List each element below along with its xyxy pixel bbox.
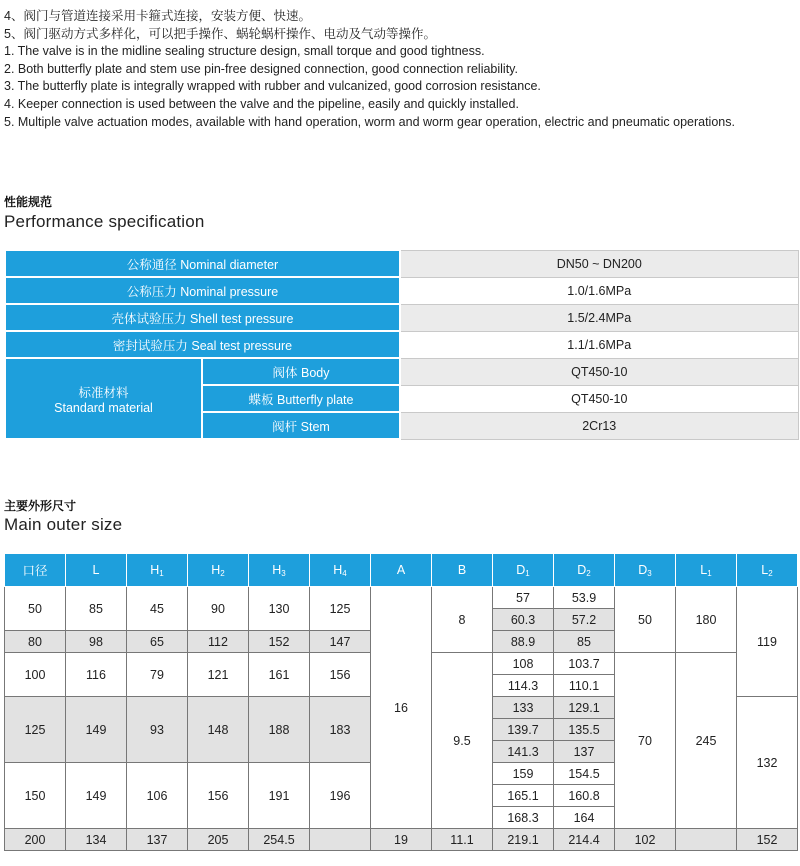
stem-value: 2Cr13	[400, 412, 798, 439]
cell-a-merged: 16	[371, 587, 432, 829]
cell-l: 98	[66, 631, 127, 653]
cell-l1-merged: 245	[676, 653, 737, 829]
cell-dn: 150	[5, 763, 66, 829]
main-outer-size-table	[4, 553, 798, 851]
nominal-pressure-label: 公称压力 Nominal pressure	[5, 277, 400, 304]
feature-line-en-5: 5. Multiple valve actuation modes, available with hand operation, worm and worm gear operation, electric and pneumatic operations.	[4, 114, 735, 129]
cell-h1: 137	[127, 829, 188, 851]
cell-l2: 152	[737, 829, 798, 851]
body-label: 阀体 Body	[202, 358, 400, 385]
cell-h2: 148	[188, 697, 249, 763]
cell-d1: 159	[493, 763, 554, 785]
col-header-d1: $D_1$	[493, 554, 554, 587]
cell-h1: 65	[127, 631, 188, 653]
cell-dn: 125	[5, 697, 66, 763]
cell-l: 134	[66, 829, 127, 851]
feature-line-en-3: 3. The butterfly plate is integrally wrapped with rubber and vulcanized, good corrosion resistance.	[4, 79, 541, 94]
cell-d1: 133	[493, 697, 554, 719]
cell-b-merged: 9.5	[432, 653, 493, 829]
table-header-row	[5, 554, 798, 587]
size-title-en: Main outer size	[4, 515, 123, 534]
cell-h4: 147	[310, 631, 371, 653]
feature-line-en-4: 4. Keeper connection is used between the valve and the pipeline, easily and quickly installed.	[4, 96, 519, 111]
cell-d3: 102	[615, 829, 676, 851]
cell-dn: 100	[5, 653, 66, 697]
cell-l: 116	[66, 653, 127, 697]
cell-d3-merged: 70	[615, 653, 676, 829]
standard-material-label-cn: 标准材料	[78, 385, 129, 400]
butterfly-plate-label: 蝶板 Butterfly plate	[202, 385, 400, 412]
cell-l2-merged: 132	[737, 697, 798, 829]
table-row	[5, 331, 798, 358]
feature-line-en-1: 1. The valve is in the midline sealing structure design, small torque and good tightness.	[4, 44, 485, 59]
cell-h4: 125	[310, 587, 371, 631]
cell-d1: 108	[493, 653, 554, 675]
cell-l2-merged: 119	[737, 587, 798, 697]
nominal-diameter-label: 公称通径 Nominal diameter	[5, 250, 400, 277]
cell-a: 19	[371, 829, 432, 851]
col-header-d3: $D_3$	[615, 554, 676, 587]
feature-line-cn-5: 5、阀门驱动方式多样化，可以把手操作、蜗轮蜗杆操作、电动及气动等操作。	[4, 26, 436, 41]
cell-d1: 168.3	[493, 807, 554, 829]
cell-l: 85	[66, 587, 127, 631]
col-header-h1: $H_1$	[127, 554, 188, 587]
shell-test-value: 1.5/2.4MPa	[400, 304, 798, 331]
cell-d1: 60.3	[493, 609, 554, 631]
feature-line-cn-4: 4、阀门与管道连接采用卡箍式连接，安装方便、快速。	[4, 9, 311, 23]
cell-h4: 156	[310, 653, 371, 697]
cell-l: 149	[66, 763, 127, 829]
cell-d1: 219.1	[493, 829, 554, 851]
feature-line-en-2: 2. Both butterfly plate and stem use pin-free designed connection, good connection reliability.	[4, 61, 518, 76]
col-header-dn: 口径	[5, 554, 66, 587]
cell-h3: 188	[249, 697, 310, 763]
cell-h2: 112	[188, 631, 249, 653]
cell-d2: 57.2	[554, 609, 615, 631]
cell-h1: 79	[127, 653, 188, 697]
cell-b: 11.1	[432, 829, 493, 851]
seal-test-value: 1.1/1.6MPa	[400, 331, 798, 358]
cell-h1: 45	[127, 587, 188, 631]
cell-h4: 183	[310, 697, 371, 763]
col-header-a: A	[371, 554, 432, 587]
shell-test-label: 壳体试验压力 Shell test pressure	[5, 304, 400, 331]
cell-d2: 129.1	[554, 697, 615, 719]
cell-d1: 57	[493, 587, 554, 609]
cell-h1: 106	[127, 763, 188, 829]
cell-h3: 130	[249, 587, 310, 631]
butterfly-plate-value: QT450-10	[400, 385, 798, 412]
cell-d2: 154.5	[554, 763, 615, 785]
cell-dn: 50	[5, 587, 66, 631]
cell-d2: 160.8	[554, 785, 615, 807]
cell-l1	[676, 829, 737, 851]
cell-dn: 80	[5, 631, 66, 653]
table-row	[5, 277, 798, 304]
col-header-l: L	[66, 554, 127, 587]
cell-d3-merged: 50	[615, 587, 676, 653]
cell-h2: 121	[188, 653, 249, 697]
table-row	[5, 358, 798, 385]
table-row	[5, 587, 798, 609]
cell-l: 149	[66, 697, 127, 763]
nominal-pressure-value: 1.0/1.6MPa	[400, 277, 798, 304]
col-header-h4: $H_4$	[310, 554, 371, 587]
nominal-diameter-value: DN50 ~ DN200	[400, 250, 798, 277]
size-title-cn: 主要外形尺寸	[4, 499, 77, 513]
cell-d2: 164	[554, 807, 615, 829]
cell-d1: 114.3	[493, 675, 554, 697]
col-header-h3: $H_3$	[249, 554, 310, 587]
cell-h3: 161	[249, 653, 310, 697]
cell-d2: 103.7	[554, 653, 615, 675]
feature-list	[4, 8, 796, 131]
col-header-d2: $D_2$	[554, 554, 615, 587]
cell-h4: 196	[310, 763, 371, 829]
seal-test-label: 密封试验压力 Seal test pressure	[5, 331, 400, 358]
cell-h2: 156	[188, 763, 249, 829]
cell-d1: 88.9	[493, 631, 554, 653]
col-header-h2: $H_2$	[188, 554, 249, 587]
cell-h1: 93	[127, 697, 188, 763]
cell-d2: 110.1	[554, 675, 615, 697]
cell-d2: 214.4	[554, 829, 615, 851]
cell-d2: 137	[554, 741, 615, 763]
cell-h3: 152	[249, 631, 310, 653]
col-header-l2: $L_2$	[737, 554, 798, 587]
perf-title-cn: 性能规范	[4, 195, 53, 209]
cell-h2: 90	[188, 587, 249, 631]
cell-b-merged: 8	[432, 587, 493, 653]
cell-d1: 139.7	[493, 719, 554, 741]
performance-spec-table	[4, 249, 799, 440]
perf-title-en: Performance specification	[4, 212, 205, 231]
standard-material-label-en: Standard material	[54, 400, 153, 415]
table-row	[5, 829, 798, 851]
cell-h2: 205	[188, 829, 249, 851]
stem-label: 阀杆 Stem	[202, 412, 400, 439]
cell-l1-merged: 180	[676, 587, 737, 653]
col-header-l1: $L_1$	[676, 554, 737, 587]
cell-dn: 200	[5, 829, 66, 851]
body-value: QT450-10	[400, 358, 798, 385]
col-header-b: B	[432, 554, 493, 587]
cell-d2: 53.9	[554, 587, 615, 609]
cell-d2: 135.5	[554, 719, 615, 741]
table-row	[5, 304, 798, 331]
cell-h3: 254.5	[249, 829, 310, 851]
cell-h3: 191	[249, 763, 310, 829]
cell-d2: 85	[554, 631, 615, 653]
table-row	[5, 250, 798, 277]
cell-d1: 141.3	[493, 741, 554, 763]
cell-h4	[310, 829, 371, 851]
cell-d1: 165.1	[493, 785, 554, 807]
standard-material-label	[5, 358, 202, 439]
